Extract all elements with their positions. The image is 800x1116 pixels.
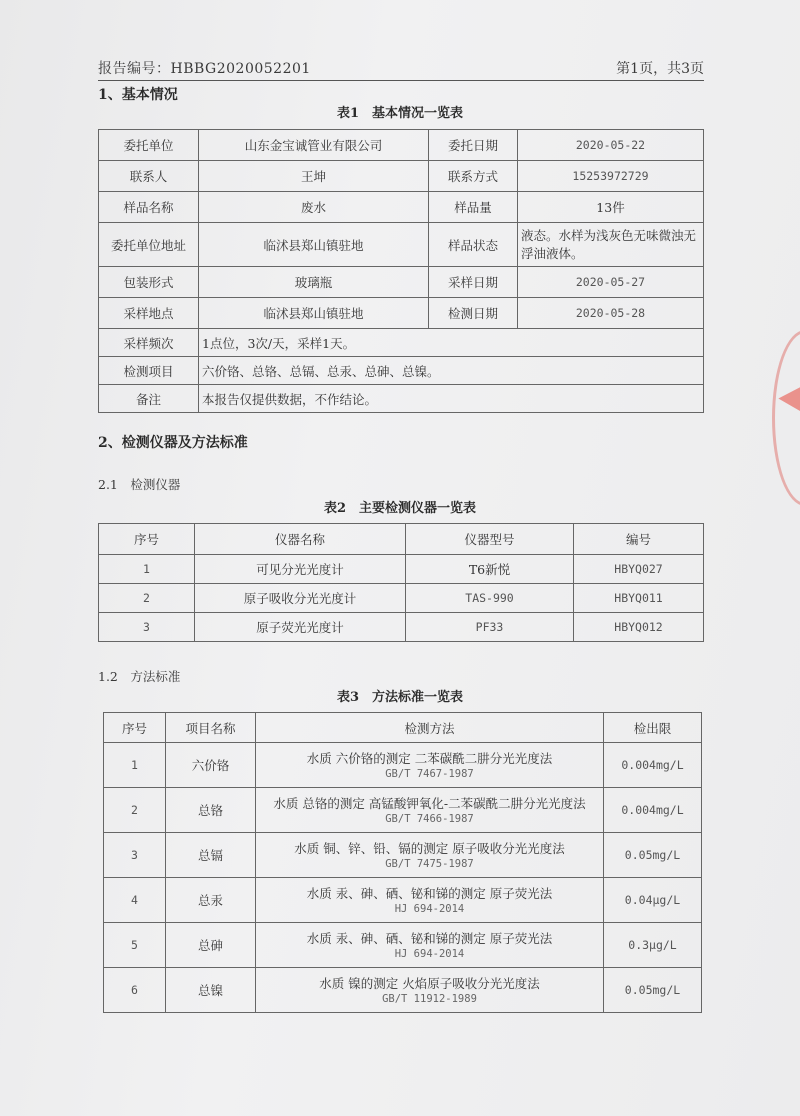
- table-header-row: [99, 524, 704, 555]
- value-cell: 六价铬、总铬、总镉、总汞、总砷、总镍。: [199, 357, 704, 385]
- cell: 总镉: [166, 833, 256, 878]
- method-text: 水质 镍的测定 火焰原子吸收分光光度法: [319, 975, 540, 991]
- method-cell: [256, 743, 604, 788]
- value-cell: 玻璃瓶: [199, 267, 429, 298]
- page-header: [98, 56, 704, 81]
- method-cell: [256, 788, 604, 833]
- standard-code: GB/T 11912-1989: [382, 992, 477, 1005]
- header-cell: 仪器名称: [195, 524, 406, 555]
- cell: 0.04μg/L: [604, 878, 702, 923]
- value-cell: 13件: [518, 192, 704, 223]
- label-cell: 样品量: [429, 192, 518, 223]
- label-cell: 委托单位地址: [99, 223, 199, 267]
- table-row: [99, 385, 704, 413]
- subsection-instruments: 2.1 检测仪器: [98, 477, 181, 492]
- method-cell: [256, 878, 604, 923]
- method-text: 水质 六价铬的测定 二苯碳酰二肼分光光度法: [306, 750, 553, 766]
- value-cell: 本报告仅提供数据，不作结论。: [199, 385, 704, 413]
- header-cell: 编号: [574, 524, 704, 555]
- table-row: [104, 878, 702, 923]
- label-cell: 检测日期: [429, 298, 518, 329]
- table-row: [99, 555, 704, 584]
- cell: PF33: [406, 613, 574, 642]
- cell: 0.05mg/L: [604, 833, 702, 878]
- label-cell: 委托单位: [99, 130, 199, 161]
- label-cell: 委托日期: [429, 130, 518, 161]
- subsection-methods: 1.2 方法标准: [98, 669, 181, 684]
- section2-title: 2、检测仪器及方法标准: [98, 435, 248, 451]
- cell: 0.3μg/L: [604, 923, 702, 968]
- cell: 2: [104, 788, 166, 833]
- value-cell: 1点位，3次/天，采样1天。: [199, 329, 704, 357]
- standard-code: GB/T 7467-1987: [385, 767, 474, 780]
- method-text: 水质 铜、锌、铅、镉的测定 原子吸收分光光度法: [294, 840, 565, 856]
- table-row: [99, 584, 704, 613]
- method-text: 水质 汞、砷、硒、铋和锑的测定 原子荧光法: [306, 930, 553, 946]
- cell: 0.004mg/L: [604, 743, 702, 788]
- cell: 6: [104, 968, 166, 1013]
- table2-caption: 表2 主要检测仪器一览表: [323, 501, 477, 516]
- cell: 2: [99, 584, 195, 613]
- value-cell: 液态。水样为浅灰色无味微浊无浮油液体。: [518, 223, 704, 267]
- cell: 原子吸收分光光度计: [195, 584, 406, 613]
- value-cell: 王坤: [199, 161, 429, 192]
- cell: 总汞: [166, 878, 256, 923]
- cell: 1: [104, 743, 166, 788]
- method-text: 水质 总铬的测定 高锰酸钾氧化-二苯碳酰二肼分光光度法: [273, 795, 586, 811]
- standard-code: GB/T 7466-1987: [385, 812, 474, 825]
- header-cell: 序号: [99, 524, 195, 555]
- label-cell: 包装形式: [99, 267, 199, 298]
- table-header-row: [104, 713, 702, 743]
- table-row: [99, 613, 704, 642]
- cell: 5: [104, 923, 166, 968]
- header-cell: 序号: [104, 713, 166, 743]
- label-cell: 采样地点: [99, 298, 199, 329]
- label-cell: 联系方式: [429, 161, 518, 192]
- value-cell: 临沭县郑山镇驻地: [199, 298, 429, 329]
- method-cell: [256, 923, 604, 968]
- table-row: [104, 923, 702, 968]
- table-row: [99, 223, 704, 267]
- method-cell: [256, 968, 604, 1013]
- cell: 总铬: [166, 788, 256, 833]
- value-cell: 2020-05-28: [518, 298, 704, 329]
- methods-table: [103, 712, 702, 1013]
- cell: 0.004mg/L: [604, 788, 702, 833]
- table-row: [99, 192, 704, 223]
- table-row: [99, 130, 704, 161]
- section1-title: 1、基本情况: [98, 87, 178, 103]
- header-cell: 仪器型号: [406, 524, 574, 555]
- table-row: [99, 161, 704, 192]
- report-number: 报告编号：HBBG2020052201: [98, 61, 311, 77]
- label-cell: 检测项目: [99, 357, 199, 385]
- value-cell: 临沭县郑山镇驻地: [199, 223, 429, 267]
- value-cell: 2020-05-22: [518, 130, 704, 161]
- method-cell: [256, 833, 604, 878]
- table-row: [104, 788, 702, 833]
- header-cell: 项目名称: [166, 713, 256, 743]
- label-cell: 备注: [99, 385, 199, 413]
- cell: HBYQ027: [574, 555, 704, 584]
- cell: 原子荧光光度计: [195, 613, 406, 642]
- cell: T6新悦: [406, 555, 574, 584]
- cell: 总砷: [166, 923, 256, 968]
- cell: 3: [104, 833, 166, 878]
- standard-code: GB/T 7475-1987: [385, 857, 474, 870]
- cell: 可见分光光度计: [195, 555, 406, 584]
- standard-code: HJ 694-2014: [394, 902, 465, 915]
- header-cell: 检出限: [604, 713, 702, 743]
- table3-caption: 表3 方法标准一览表: [336, 690, 464, 705]
- label-cell: 样品名称: [99, 192, 199, 223]
- table-row: [104, 743, 702, 788]
- label-cell: 采样频次: [99, 329, 199, 357]
- method-text: 水质 汞、砷、硒、铋和锑的测定 原子荧光法: [306, 885, 553, 901]
- cell: 0.05mg/L: [604, 968, 702, 1013]
- cell: 3: [99, 613, 195, 642]
- basic-info-table: [98, 129, 704, 413]
- cell: HBYQ011: [574, 584, 704, 613]
- value-cell: 2020-05-27: [518, 267, 704, 298]
- instruments-table: [98, 523, 704, 642]
- label-cell: 采样日期: [429, 267, 518, 298]
- table-row: [99, 298, 704, 329]
- table-row: [99, 267, 704, 298]
- red-seal-stamp: [772, 330, 800, 506]
- table-row: [99, 357, 704, 385]
- page-info: 第1页，共3页: [616, 61, 704, 77]
- value-cell: 废水: [199, 192, 429, 223]
- cell: TAS-990: [406, 584, 574, 613]
- label-cell: 样品状态: [429, 223, 518, 267]
- cell: 4: [104, 878, 166, 923]
- table-row: [104, 968, 702, 1013]
- value-cell: 15253972729: [518, 161, 704, 192]
- standard-code: HJ 694-2014: [394, 947, 465, 960]
- label-cell: 联系人: [99, 161, 199, 192]
- cell: 六价铬: [166, 743, 256, 788]
- table-row: [104, 833, 702, 878]
- cell: 总镍: [166, 968, 256, 1013]
- cell: HBYQ012: [574, 613, 704, 642]
- table1-caption: 表1 基本情况一览表: [336, 106, 464, 121]
- cell: 1: [99, 555, 195, 584]
- value-cell: 山东金宝诚管业有限公司: [199, 130, 429, 161]
- header-cell: 检测方法: [256, 713, 604, 743]
- table-row: [99, 329, 704, 357]
